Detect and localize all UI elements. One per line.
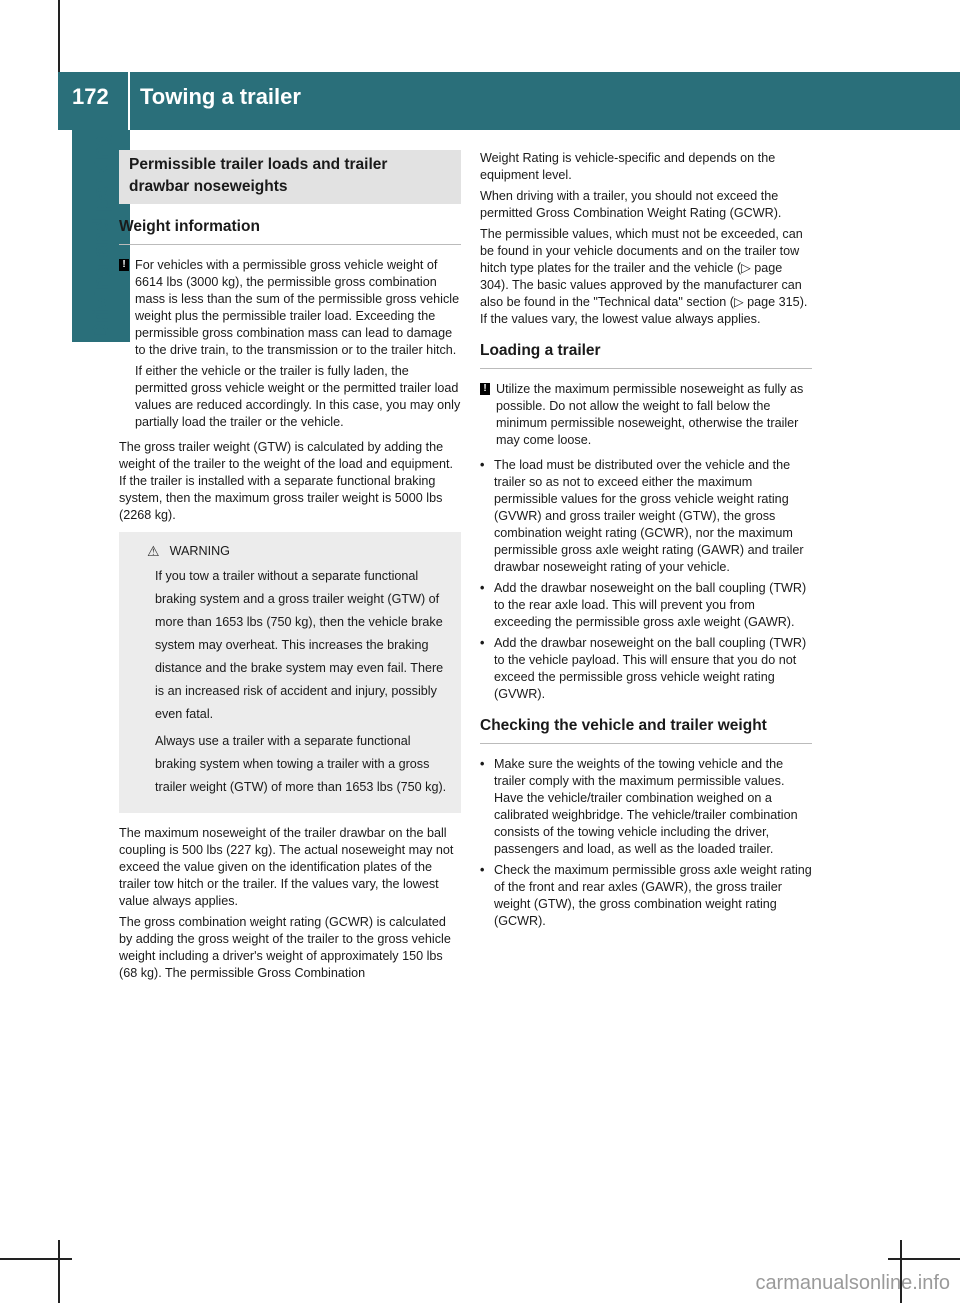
note-paragraph: Utilize the maximum permissible noseweight as fully as possible. Do not allow the weight to fall below the minimum permissible noseweight, otherwise the trailer may come loose.	[496, 382, 804, 447]
noseweight-paragraph: The maximum noseweight of the trailer drawbar on the ball coupling is 500 lbs (227 kg). The actual noseweight may not exceed the value given on the identification plates of the trailer tow hitch or the trailer. If the values vary, the lowest value always applies.	[119, 826, 454, 908]
crop-mark	[58, 1240, 60, 1303]
note-block	[480, 381, 812, 453]
page-title: Towing a trailer	[140, 84, 301, 109]
crop-mark	[58, 0, 60, 72]
list-item-text: Add the drawbar noseweight on the ball coupling (TWR) to the vehicle payload. This will ensure that you do not exceed the permissible gross vehicle weight rating (GVWR).	[494, 636, 807, 701]
bullet-icon: •	[480, 863, 485, 877]
bullet-icon: •	[480, 581, 485, 595]
gcwr-paragraph: The gross combination weight rating (GCWR) is calculated by adding the gross weight of the trailer to the gross vehicle weight including a driver's weight of approximately 150 lbs (68 kg). The permissible Gross Combination	[119, 915, 451, 980]
note-paragraph: If either the vehicle or the trailer is fully laden, the permitted gross vehicle weight or the permitted trailer load values are reduced accordingly. In this case, you may only partially load the trailer or the vehicle.	[135, 364, 461, 429]
watermark: carmanualsonline.info	[755, 1272, 950, 1294]
crop-mark	[888, 1258, 960, 1260]
warning-paragraph: Always use a trailer with a separate functional braking system when towing a trailer with a gross trailer weight (GTW) of more than 1653 lbs (750 kg).	[155, 734, 447, 794]
section-title: Permissible trailer loads and trailer drawbar noseweights	[119, 150, 461, 204]
list-item-text: The load must be distributed over the vehicle and the trailer so as not to exceed either the maximum permissible values for the gross vehicle weight rating (GVWR) and gross trailer weight (GTW), the gross combination weight rating (GCWR), nor the maximum permissible gross axle weight rating (GAWR) and trailer drawbar noseweight rating of your vehicle.	[494, 458, 804, 574]
list-item	[480, 457, 812, 576]
list-item	[480, 756, 812, 858]
list-item	[480, 635, 812, 703]
note-paragraph: For vehicles with a permissible gross vehicle weight of 6614 lbs (3000 kg), the permissible gross combination mass is less than the sum of the permissible gross vehicle weight plus the permissible trailer load. Exceeding the permissible gross combination mass can lead to damage to the drive train, to the transmission or to the trailer hitch.	[135, 258, 460, 357]
continuation-paragraph: Weight Rating is vehicle-specific and depends on the equipment level.	[480, 151, 776, 182]
list-item	[480, 862, 812, 930]
bullet-icon: •	[480, 636, 485, 650]
header-divider	[128, 72, 130, 130]
list-item-text: Add the drawbar noseweight on the ball coupling (TWR) to the rear axle load. This will prevent you from exceeding the permissible gross axle weight (GAWR).	[494, 581, 807, 629]
note-block	[119, 257, 461, 435]
list-item	[480, 580, 812, 631]
left-column	[119, 150, 461, 986]
page-number: 172	[72, 84, 109, 109]
warning-triangle-icon: ⚠	[147, 543, 160, 559]
permissible-values-paragraph: The permissible values, which must not be exceeded, can be found in your vehicle documents and on the trailer tow hitch type plates for the trailer and the vehicle (▷ page 304). The basic values approved by the manufacturer can also be found in the "Technical data" section (▷ page 315). If the values vary, the lowest value always applies.	[480, 227, 808, 326]
gtw-paragraph: The gross trailer weight (GTW) is calculated by adding the weight of the trailer to the weight of the load and equipment. If the trailer is installed with a separate functional braking system, then the maximum gross trailer weight is 5000 lbs (2268 kg).	[119, 440, 453, 522]
note-icon: !	[480, 383, 490, 395]
section-side-tab-label: Driving and parking	[88, 132, 113, 340]
checking-weight-heading: Checking the vehicle and trailer weight	[480, 715, 812, 744]
bullet-icon: •	[480, 757, 485, 771]
warning-box	[119, 532, 461, 813]
crop-mark	[0, 1258, 72, 1260]
driving-paragraph: When driving with a trailer, you should not exceed the permitted Gross Combination Weight Rating (GCWR).	[480, 189, 782, 220]
right-column	[480, 150, 812, 934]
bullet-icon: •	[480, 458, 485, 472]
note-icon: !	[119, 259, 129, 271]
warning-paragraph: If you tow a trailer without a separate functional braking system and a gross trailer weight (GTW) of more than 1653 lbs (750 kg), then the vehicle brake system may overheat. This increases the braking distance and the brake system may even fail. There is an increased risk of accident and injury, possibly even fatal.	[155, 569, 444, 721]
weight-information-heading: Weight information	[119, 216, 461, 245]
warning-title: WARNING	[169, 544, 230, 558]
loading-trailer-heading: Loading a trailer	[480, 340, 812, 369]
list-item-text: Check the maximum permissible gross axle weight rating of the front and rear axles (GAWR), the gross trailer weight (GTW), the gross combination weight rating (GCWR).	[494, 863, 812, 928]
list-item-text: Make sure the weights of the towing vehicle and the trailer comply with the maximum permissible values. Have the vehicle/trailer combination weighed on a calibrated weighbridge. The vehicle/trailer combination consists of the towing vehicle including the driver, passengers and load, as well as the loaded trailer.	[494, 757, 798, 856]
